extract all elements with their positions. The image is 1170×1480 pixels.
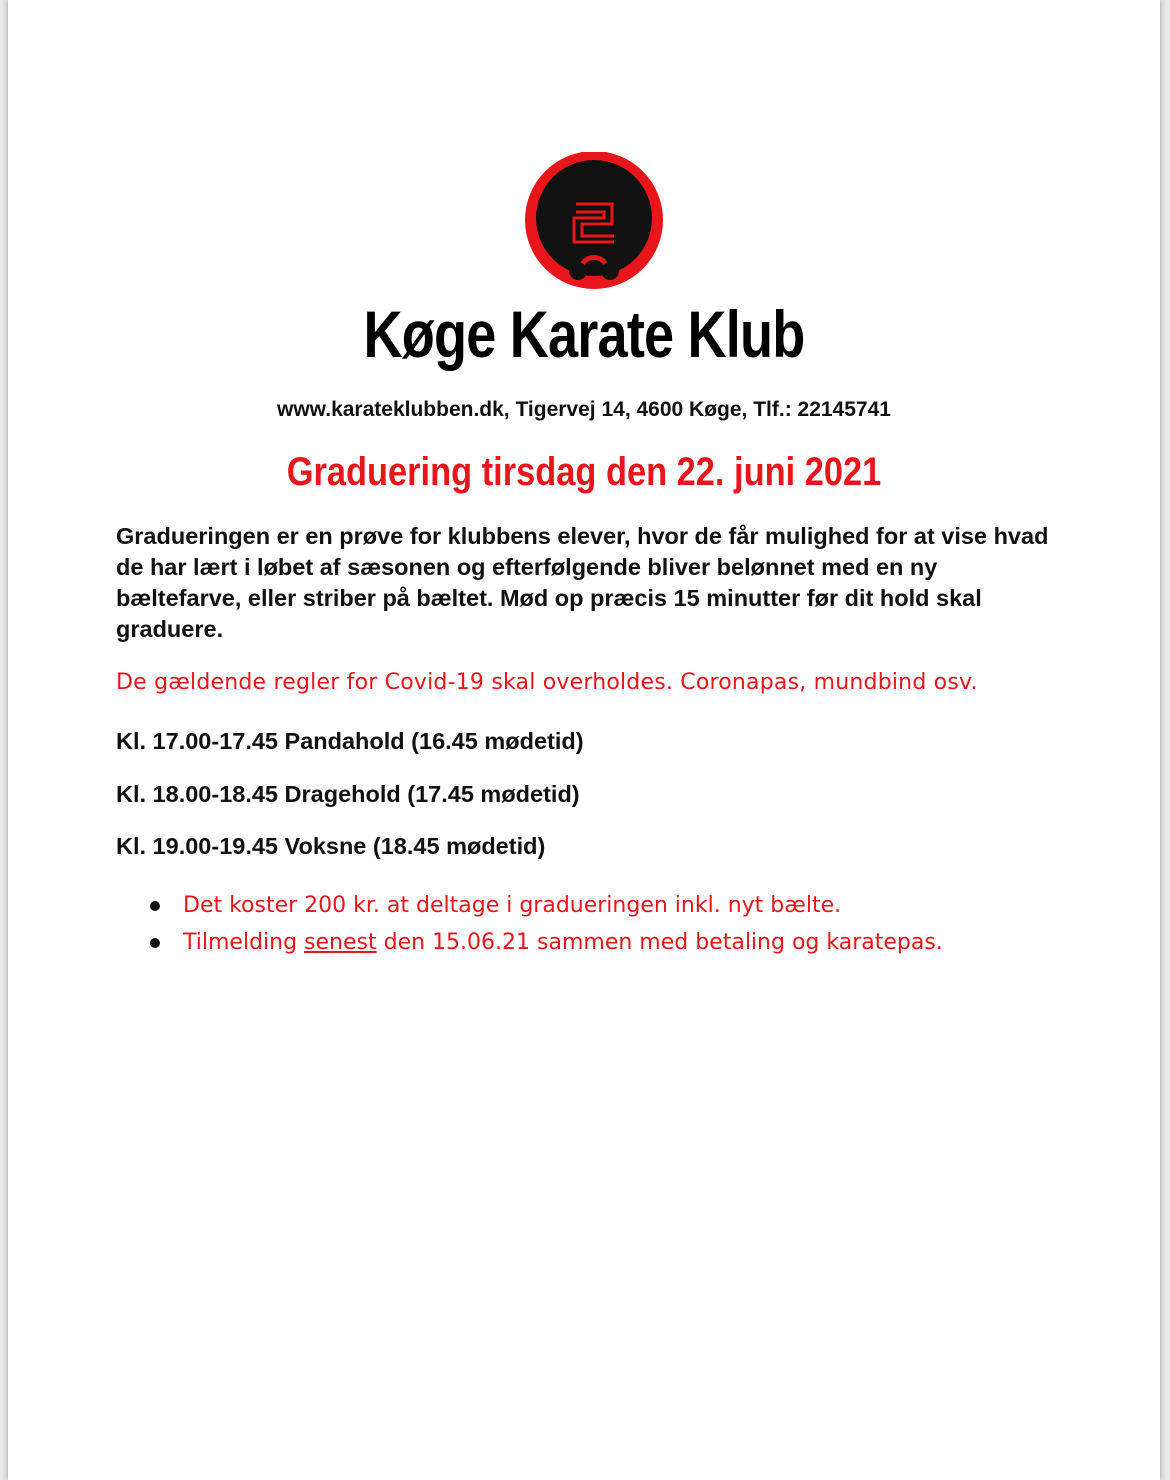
bullet-item-signup bbox=[148, 924, 943, 961]
schedule-item-voksne: Kl. 19.00-19.45 Voksne (18.45 mødetid) bbox=[116, 833, 546, 859]
flyer-page bbox=[8, 0, 1160, 1480]
bullet-signup-before: Tilmelding bbox=[183, 930, 305, 955]
info-bullet-list bbox=[148, 887, 943, 961]
bullet-fee-text: Det koster 200 kr. at deltage i gradueringen inkl. nyt bælte. bbox=[183, 893, 842, 918]
event-headline: Graduering tirsdag den 22. juni 2021 bbox=[286, 450, 882, 494]
club-name: Køge Karate Klub bbox=[363, 297, 805, 371]
schedule-item-drage: Kl. 18.00-18.45 Dragehold (17.45 mødetid) bbox=[116, 781, 580, 807]
bullet-signup-after: den 15.06.21 sammen med betaling og karatepas. bbox=[376, 930, 943, 955]
contact-info: www.karateklubben.dk, Tigervej 14, 4600 Køge, Tlf.: 22145741 bbox=[277, 398, 891, 421]
karate-club-logo-icon bbox=[516, 152, 672, 294]
bullet-item-fee bbox=[148, 887, 943, 924]
covid-notice: De gældende regler for Covid-19 skal overholdes. Coronapas, mundbind osv. bbox=[116, 670, 978, 695]
schedule-item-panda: Kl. 17.00-17.45 Pandahold (16.45 mødetid) bbox=[116, 728, 584, 754]
intro-paragraph: Gradueringen er en prøve for klubbens elever, hvor de får mulighed for at vise hvad de har lært i løbet af sæsonen og efterfølgende bliver belønnet med en ny bæltefarve, eller striber på bæltet. Mød op præcis 15 minutter før dit hold skal graduere. bbox=[116, 523, 1049, 642]
bullet-signup-emphasis: senest bbox=[304, 930, 377, 955]
bullet-dot-icon bbox=[150, 938, 160, 948]
bullet-dot-icon bbox=[150, 901, 160, 911]
